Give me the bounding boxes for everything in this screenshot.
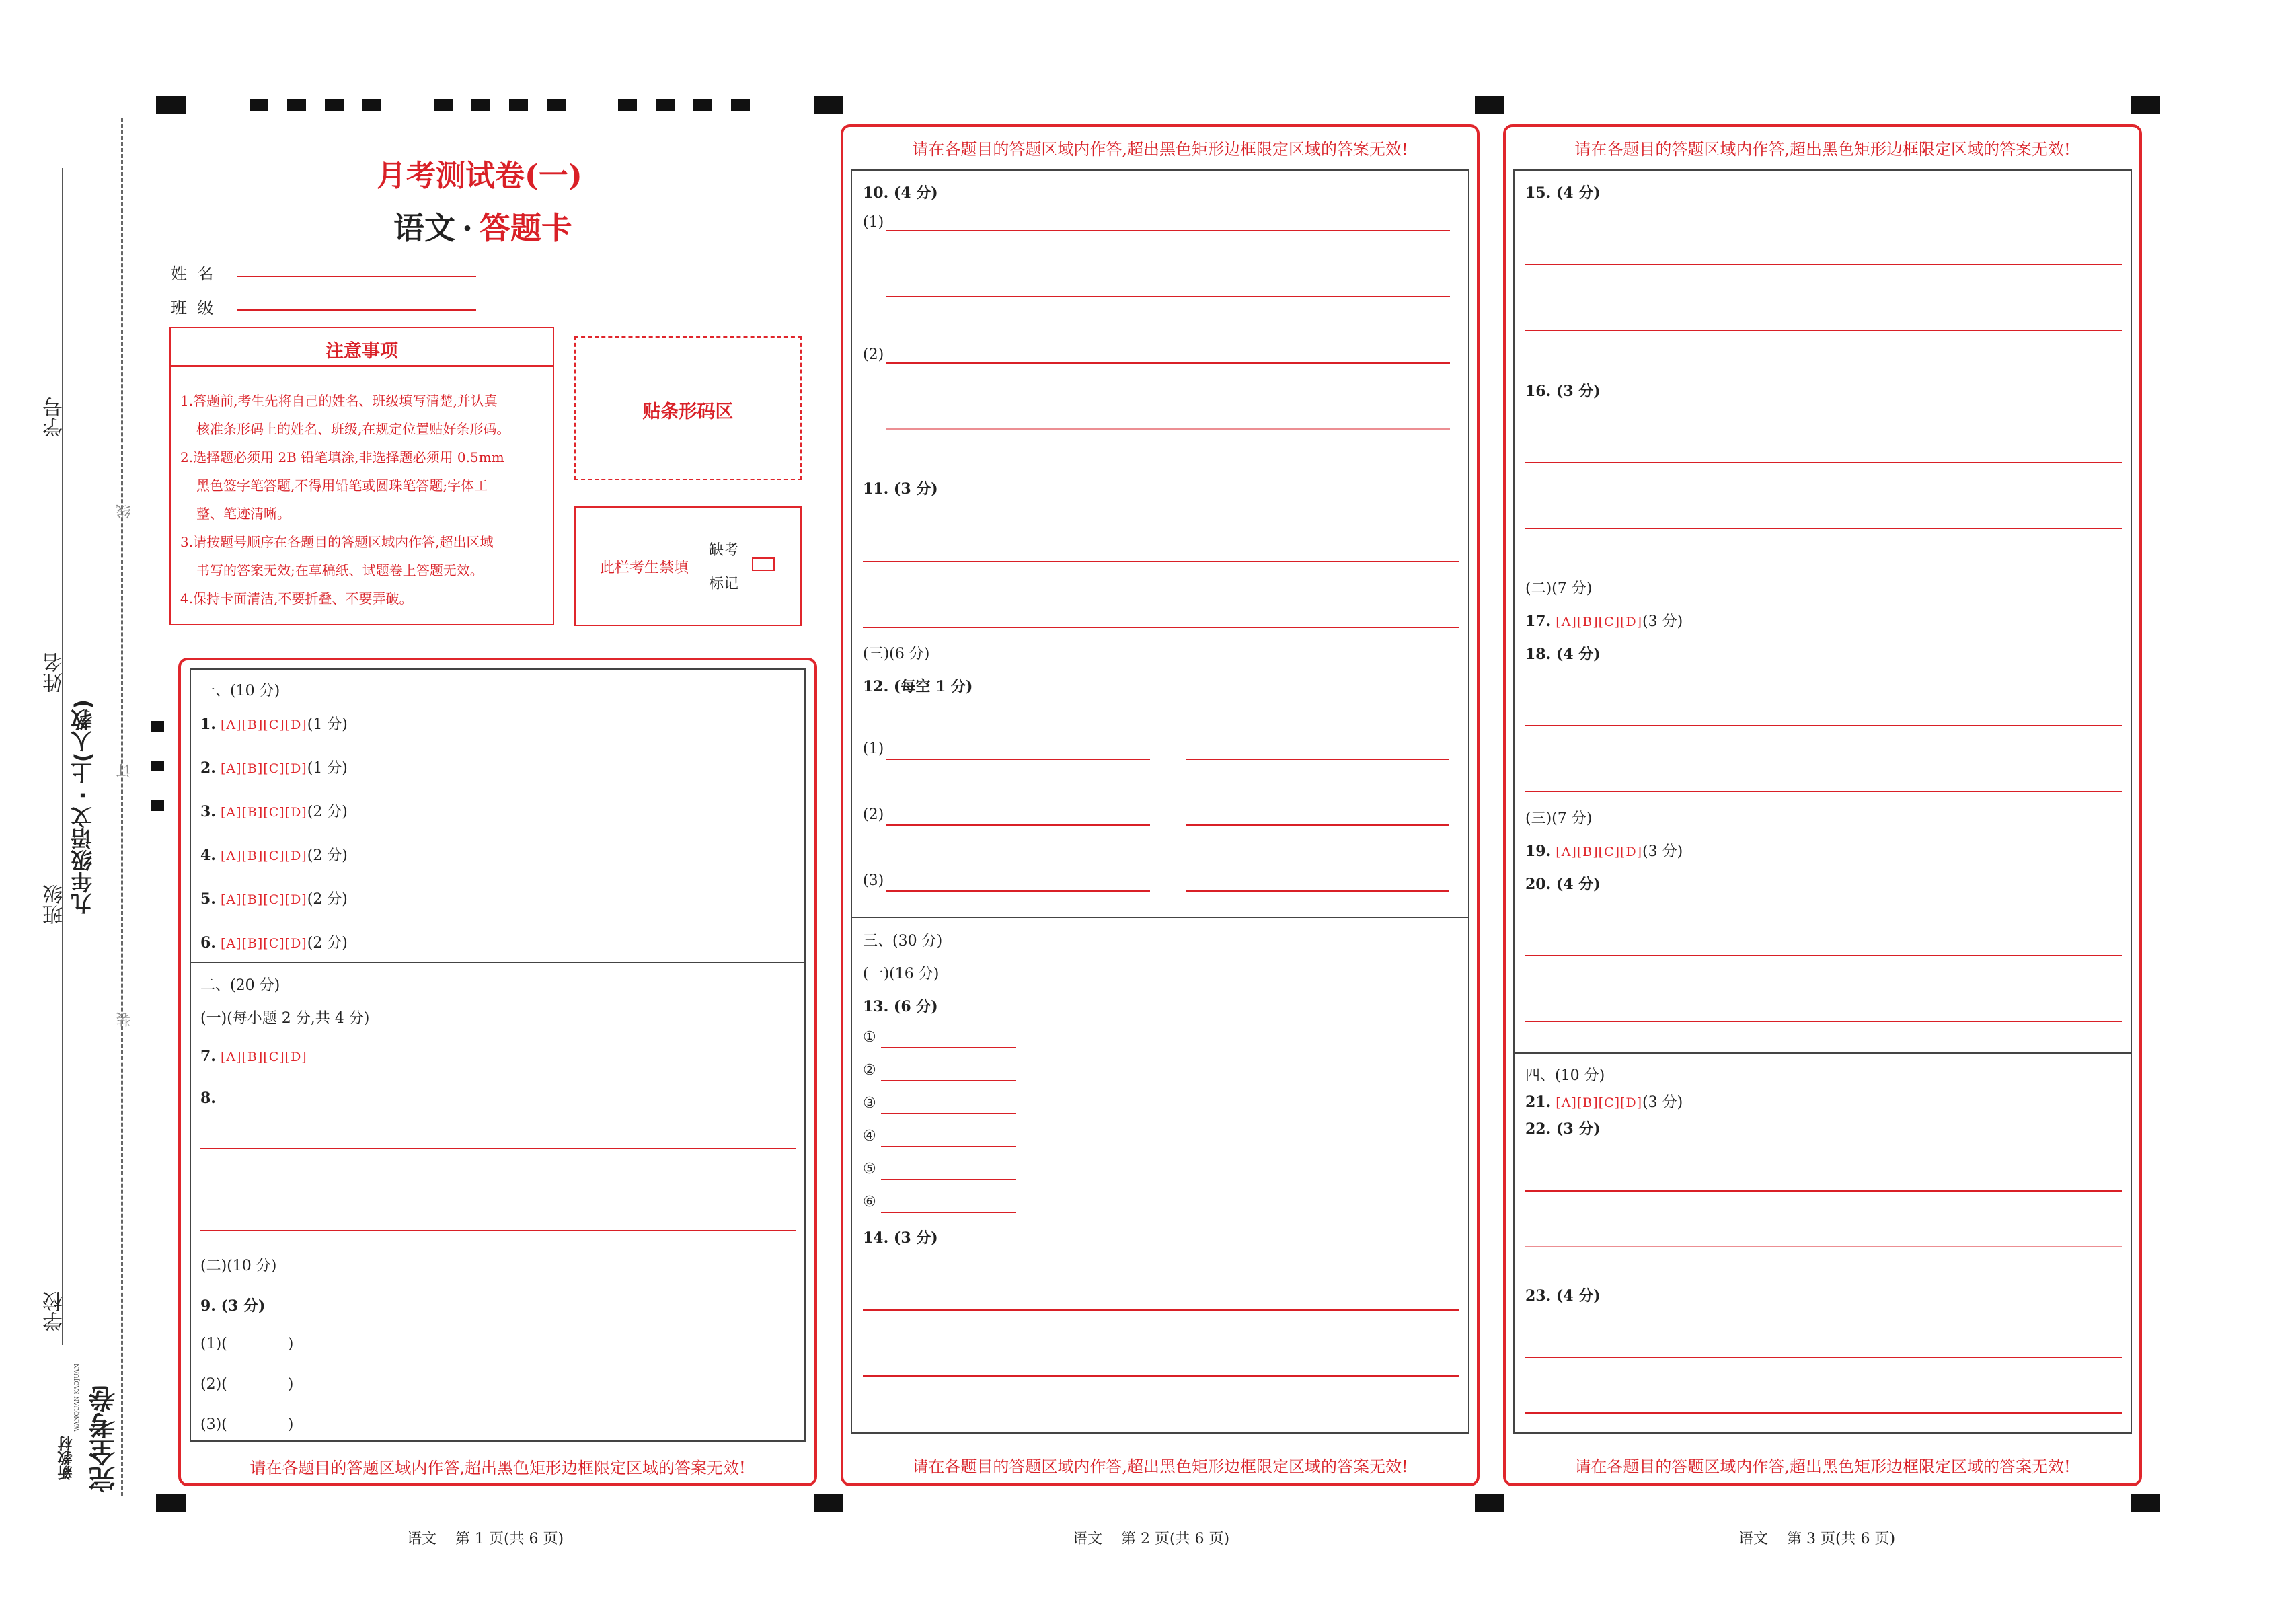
notice-box [169,327,554,625]
page2-footer: 语文 第 2 页(共 6 页) [1073,1531,1230,1547]
absent-note: 此栏考生禁填 [600,560,689,576]
p1-sub2: (二)(10 分) [200,1258,277,1274]
class-field[interactable] [237,309,476,311]
timing-mark [151,800,164,811]
q3-row[interactable] [200,800,348,821]
q12-row-3-line-b[interactable] [1186,890,1449,892]
page3-answer-area [1513,169,2132,1434]
q2-score: (1 分) [307,760,348,777]
q13-blank-1-label: ① [863,1029,876,1046]
binding-cut-line [121,118,123,1496]
q20-answer-line-2[interactable] [1525,1021,2122,1022]
timing-mark [547,99,566,111]
q7-options[interactable]: [A][B][C][D] [220,1050,307,1065]
registration-mark [156,1494,186,1512]
q18-answer-line-1[interactable] [1525,725,2122,726]
q2-row[interactable] [200,757,348,777]
q2-options[interactable]: [A][B][C][D] [220,761,307,776]
q1-num: 1. [200,716,216,733]
brand-small: 新教材 [57,1436,75,1480]
q21-score: (3 分) [1642,1094,1683,1111]
page2-warning-bottom: 请在各题目的答题区域内作答,超出黑色矩形边框限定区域的答案无效! [912,1457,1408,1476]
q13-blank-2-line[interactable] [881,1080,1016,1081]
q5-options[interactable]: [A][B][C][D] [220,892,307,907]
p1-sec1: 一、(10 分) [200,683,280,699]
brand-big: 完全考卷 [89,1385,120,1493]
q22-answer-line-2[interactable] [1525,1246,2122,1247]
q2-num: 2. [200,759,216,777]
q15-answer-line-1[interactable] [1525,264,2122,265]
q8-answer-line-1[interactable] [200,1148,796,1149]
q13-blank-5-line[interactable] [881,1179,1016,1180]
q10-part-2-line-2[interactable] [886,428,1450,430]
q4-options[interactable]: [A][B][C][D] [220,849,307,863]
q13-blank-5-label: ⑤ [863,1161,876,1178]
notice-line-4: 黑色签字笔答题,不得用铅笔或圆珠笔答题;字体工 [196,477,488,494]
q12-row-3-line-a[interactable] [886,890,1150,892]
q5-row[interactable] [200,888,348,909]
sidebar-cut-xian: 线 [116,504,133,519]
p2-sub3: (三)(6 分) [863,646,930,662]
q1-row[interactable] [200,713,348,734]
notice-line-3: 2.选择题必须用 2B 铅笔填涂,非选择题必须用 0.5mm [180,449,504,465]
q5-score: (2 分) [307,891,348,908]
q21-options[interactable]: [A][B][C][D] [1556,1095,1643,1110]
timing-mark [731,99,750,111]
sidebar-class-label: 班级 [43,884,67,925]
q3-num: 3. [200,803,216,820]
registration-mark [2131,96,2160,114]
page3-footer: 语文 第 3 页(共 6 页) [1738,1531,1896,1547]
q7-num: 7. [200,1048,216,1065]
q9-label: 9. (3 分) [200,1297,266,1315]
sidebar-student-no-label: 学号 [43,397,67,437]
notice-line-5: 整、笔迹清晰。 [196,506,291,522]
q23-label: 23. (4 分) [1525,1287,1601,1305]
q14-answer-line-1[interactable] [863,1309,1459,1311]
q4-num: 4. [200,847,216,864]
q12-row-1-label: (1) [863,740,884,757]
sidebar-school-label: 学校 [43,1291,67,1332]
q10-part-1-line-1[interactable] [886,230,1450,231]
timing-mark [325,99,344,111]
page1-warning-bottom: 请在各题目的答题区域内作答,超出黑色矩形边框限定区域的答案无效! [250,1459,746,1477]
notice-line-8: 4.保持卡面清洁,不要折叠、不要弄破。 [180,590,413,607]
sidebar-course: 九年级语文 · 上(人教) [70,699,95,915]
q19-num: 19. [1525,843,1552,860]
absent-box [574,506,802,626]
registration-mark [156,96,186,114]
q19-options[interactable]: [A][B][C][D] [1556,845,1643,859]
absent-checkbox[interactable] [752,557,775,571]
q23-answer-line-1[interactable] [1525,1357,2122,1358]
class-field-label: 班 级 [171,299,214,317]
q20-answer-line-1[interactable] [1525,955,2122,956]
timing-mark [151,761,164,771]
q13-blank-6-line[interactable] [881,1212,1016,1213]
name-field[interactable] [237,276,476,277]
timing-mark [618,99,637,111]
q6-score: (2 分) [307,935,348,952]
q13-blank-4-line[interactable] [881,1146,1016,1147]
sidebar-cut-ding: 订 [116,763,133,778]
p1-sec2: 二、(20 分) [200,977,280,994]
q10-part-2-label: (2) [863,346,884,363]
q9-blank-1[interactable]: (1)( ) [200,1336,294,1352]
notice-line-6: 3.请按题号顺序在各题目的答题区域内作答,超出区域 [180,534,494,550]
q5-num: 5. [200,890,216,908]
absent-label-bottom: 标记 [709,576,739,592]
page1-footer: 语文 第 1 页(共 6 页) [407,1531,564,1547]
subtitle-card: 答题卡 [480,210,573,246]
q14-answer-line-2[interactable] [863,1375,1459,1377]
registration-mark [2131,1494,2160,1512]
q19-row[interactable] [1525,840,1683,861]
q12-row-2-line-a[interactable] [886,824,1150,826]
q9-blank-2[interactable]: (2)( ) [200,1376,294,1393]
q1-score: (1 分) [307,716,348,733]
q7-row[interactable] [200,1048,307,1065]
timing-mark [434,99,453,111]
timing-mark [471,99,490,111]
q13-blank-4-label: ④ [863,1128,876,1145]
q1-options[interactable]: [A][B][C][D] [220,718,307,732]
q13-blank-3-label: ③ [863,1095,876,1112]
page2-answer-area [851,169,1469,1434]
q23-answer-line-2[interactable] [1525,1412,2122,1414]
registration-mark [1475,96,1504,114]
q13-blank-1-line[interactable] [881,1047,1016,1048]
q10-part-1-label: (1) [863,214,884,231]
q18-answer-line-2[interactable] [1525,791,2122,792]
timing-mark [693,99,712,111]
q16-answer-line-1[interactable] [1525,462,2122,463]
timing-mark [151,721,164,732]
sidebar-name-label: 姓名 [43,652,67,693]
page1-section-divider [190,962,806,963]
p1-sub1: (一)(每小题 2 分,共 4 分) [200,1010,370,1027]
q17-num: 17. [1525,613,1552,630]
q17-row[interactable] [1525,610,1683,631]
p3-sub32: (二)(7 分) [1525,580,1593,597]
q12-row-2-line-b[interactable] [1186,824,1449,826]
absent-label-top: 缺考 [709,542,739,559]
q10-part-2-line-1[interactable] [886,362,1450,364]
page3-warning-top: 请在各题目的答题区域内作答,超出黑色矩形边框限定区域的答案无效! [1574,140,2071,159]
q12-row-3-label: (3) [863,872,884,889]
q6-num: 6. [200,934,216,952]
barcode-area [574,336,802,480]
barcode-label: 贴条形码区 [642,401,734,422]
q14-label: 14. (3 分) [863,1229,938,1247]
q13-label: 13. (6 分) [863,998,938,1015]
subtitle-subject: 语文 [393,210,455,246]
notice-title: 注意事项 [326,341,398,362]
notice-line-2: 核准条形码上的姓名、班级,在规定位置贴好条形码。 [196,421,510,437]
q22-answer-line-1[interactable] [1525,1190,2122,1192]
registration-mark [1475,1494,1504,1512]
notice-line-7: 书写的答案无效;在草稿纸、试题卷上答题无效。 [196,562,484,578]
registration-mark [814,1494,843,1512]
q13-blank-2-label: ② [863,1062,876,1079]
q17-score: (3 分) [1642,613,1683,630]
q10-part-1-line-2[interactable] [886,296,1450,297]
q4-score: (2 分) [307,847,348,864]
q16-label: 16. (3 分) [1525,383,1601,400]
p2-sec3: 三、(30 分) [863,933,943,950]
q21-num: 21. [1525,1093,1552,1111]
timing-mark [362,99,381,111]
q3-options[interactable]: [A][B][C][D] [220,805,307,820]
page-title: 月考测试卷(一) [377,159,582,193]
page3-warning-bottom: 请在各题目的答题区域内作答,超出黑色矩形边框限定区域的答案无效! [1574,1457,2071,1476]
q9-blank-3[interactable]: (3)( ) [200,1416,294,1433]
q17-options[interactable]: [A][B][C][D] [1556,615,1643,629]
page3-section-divider [1513,1052,2132,1054]
q19-score: (3 分) [1642,843,1683,860]
q11-answer-line-1[interactable] [863,561,1459,562]
q8-label: 8. [200,1089,216,1107]
sidebar-cut-zhuang: 装 [116,1012,133,1027]
q20-label: 20. (4 分) [1525,876,1601,893]
name-field-label: 姓 名 [171,264,214,283]
q22-label: 22. (3 分) [1525,1120,1601,1138]
page2-warning-top: 请在各题目的答题区域内作答,超出黑色矩形边框限定区域的答案无效! [912,140,1408,159]
q15-answer-line-2[interactable] [1525,330,2122,331]
q10-label: 10. (4 分) [863,184,938,202]
q8-answer-line-2[interactable] [200,1230,796,1231]
timing-mark [656,99,675,111]
brand-en: WANQUAN KAOJUAN [74,1364,81,1432]
q13-blank-6-label: ⑥ [863,1194,876,1210]
q12-row-2-label: (2) [863,806,884,823]
q12-row-1-line-a[interactable] [886,759,1150,760]
timing-mark [250,99,268,111]
registration-mark [814,96,843,114]
notice-divider [171,365,553,367]
q21-row[interactable] [1525,1091,1683,1112]
page-subtitle [393,204,572,248]
p2-sub31: (一)(16 分) [863,966,940,982]
q11-label: 11. (3 分) [863,480,938,498]
p3-sec4: 四、(10 分) [1525,1067,1605,1084]
brand-logo [48,1358,120,1493]
page2-section-divider [851,917,1469,918]
p3-sub33: (三)(7 分) [1525,810,1593,827]
q15-label: 15. (4 分) [1525,184,1601,202]
q18-label: 18. (4 分) [1525,646,1601,663]
q13-blank-3-line[interactable] [881,1113,1016,1114]
timing-mark [509,99,528,111]
timing-mark [287,99,306,111]
q12-label: 12. (每空 1 分) [863,678,973,695]
q16-answer-line-2[interactable] [1525,528,2122,529]
q4-row[interactable] [200,844,348,865]
q6-row[interactable] [200,931,348,952]
subtitle-dot: · [462,210,473,246]
sidebar-rule [62,168,63,1345]
notice-line-1: 1.答题前,考生先将自己的姓名、班级填写清楚,并认真 [180,393,498,409]
q6-options[interactable]: [A][B][C][D] [220,936,307,951]
q11-answer-line-2[interactable] [863,627,1459,628]
q3-score: (2 分) [307,804,348,820]
q12-row-1-line-b[interactable] [1186,759,1449,760]
